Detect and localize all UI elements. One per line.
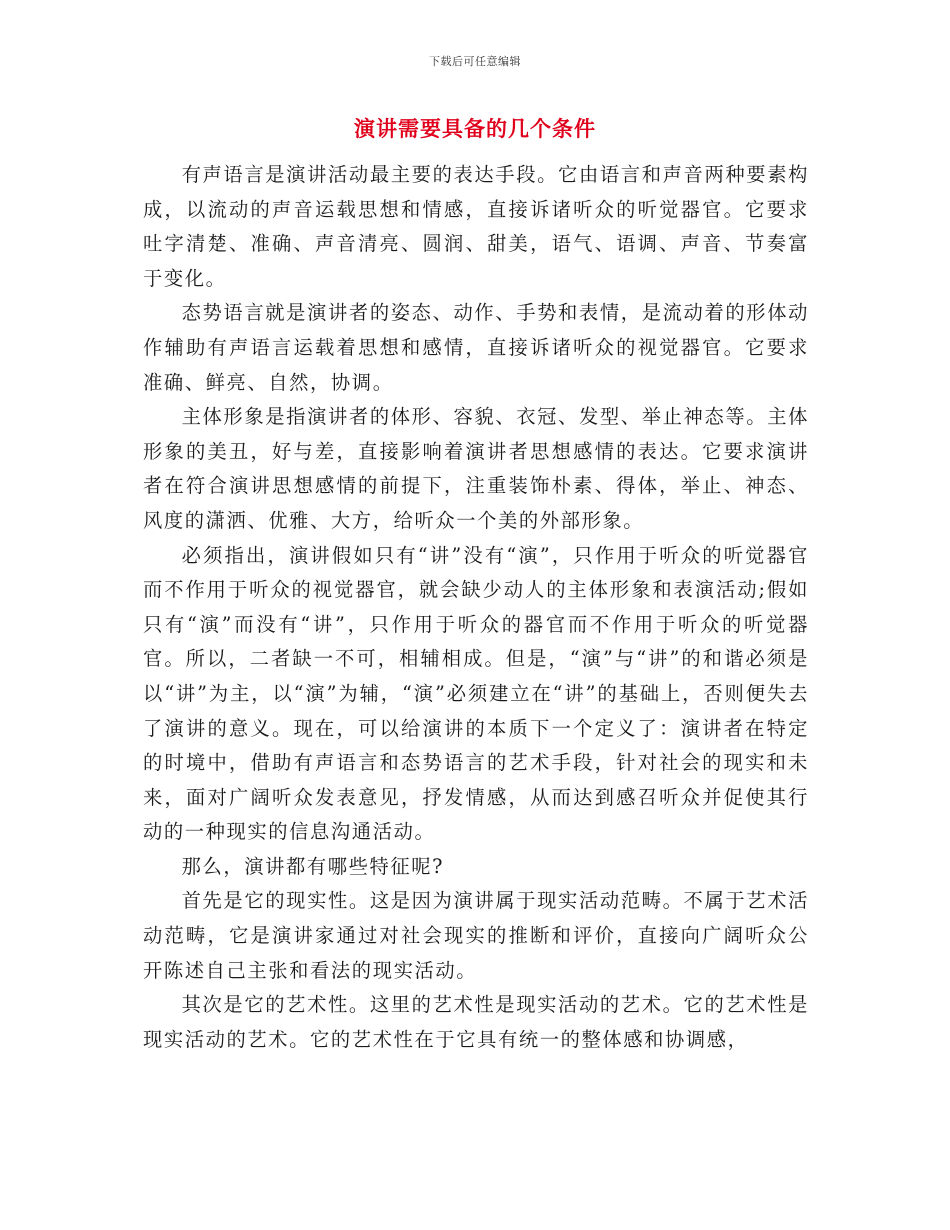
- document-title: 演讲需要具备的几个条件: [354, 117, 596, 141]
- paragraph: 主体形象是指演讲者的体形、容貌、衣冠、发型、举止神态等。主体形象的美丑，好与差，直接影响着演讲者思想感情的表达。它要求演讲者在符合演讲思想感情的前提下，注重装饰朴素、得体，举止、神态、风度的潇洒、优雅、大方，给听众一个美的外部形象。: [143, 405, 809, 532]
- paragraph: 首先是它的现实性。这是因为演讲属于现实活动范畴。不属于艺术活动范畴，它是演讲家通过对社会现实的推断和评价，直接向广阔听众公开陈述自己主张和看法的现实活动。: [143, 889, 809, 982]
- document-body: [143, 158, 809, 1057]
- paragraph: 态势语言就是演讲者的姿态、动作、手势和表情，是流动着的形体动作辅助有声语言运载着思想和感情，直接诉诸听众的视觉器官。它要求准确、鲜亮、自然，协调。: [143, 301, 809, 394]
- paragraph: 必须指出，演讲假如只有“讲”没有“演”，只作用于听众的听觉器官而不作用于听众的视觉器官，就会缺少动人的主体形象和表演活动;假如只有“演”而没有“讲”，只作用于听众的器官而不作用于听众的听觉器官。所以，二者缺一不可，相辅相成。但是，“演”与“讲”的和谐必须是以“讲”为主，以“演”为辅，“演”必须建立在“讲”的基础上，否则便失去了演讲的意义。现在，可以给演讲的本质下一个定义了：演讲者在特定的时境中，借助有声语言和态势语言的艺术手段，针对社会的现实和未来，面对广阔听众发表意见，抒发情感，从而达到感召听众并促使其行动的一种现实的信息沟通活动。: [143, 543, 809, 844]
- paragraph: 其次是它的艺术性。这里的艺术性是现实活动的艺术。它的艺术性是现实活动的艺术。它的艺术性在于它具有统一的整体感和协调感，: [143, 993, 809, 1051]
- paragraph: 那么，演讲都有哪些特征呢?: [181, 854, 445, 878]
- paragraph: 有声语言是演讲活动最主要的表达手段。它由语言和声音两种要素构成，以流动的声音运载思想和情感，直接诉诸听众的听觉器官。它要求吐字清楚、准确、声音清亮、圆润、甜美，语气、语调、声音、节奏富于变化。: [143, 163, 809, 290]
- header-note: 下载后可任意编辑: [429, 55, 521, 68]
